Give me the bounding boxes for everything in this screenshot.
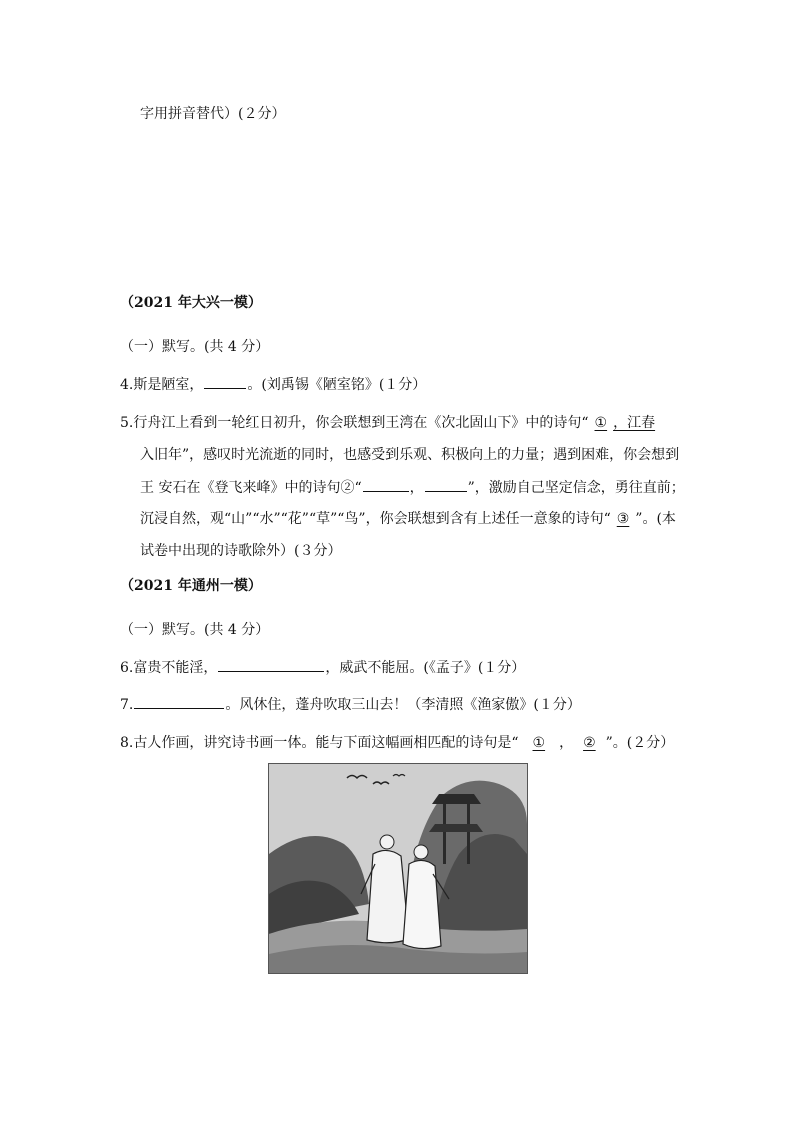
- question-text: ，: [409, 480, 424, 496]
- question-text: ”，激励自己坚定信念，勇往直前；: [467, 480, 685, 496]
- question-text: ，: [559, 735, 574, 751]
- question-text: ”。(本: [635, 511, 676, 527]
- text-line: 字用拼音替代）(２分）: [140, 106, 286, 122]
- question-6: [120, 657, 525, 678]
- question-text: 。(刘禹锡《陋室铭》(１分）: [247, 377, 427, 393]
- answer-blank-1[interactable]: ①: [594, 415, 608, 431]
- question-text: 6.富贵不能淫，: [120, 660, 218, 676]
- answer-blank[interactable]: [218, 657, 324, 672]
- question-5-line-1: [120, 413, 655, 433]
- question-text: 4.斯是陋室，: [120, 377, 204, 393]
- question-5-line-4: [140, 509, 676, 529]
- question-text: 沉浸自然，观“山”“水”“花”“草”“鸟”，你会联想到含有上述任一意象的诗句“: [140, 511, 611, 527]
- ink-painting-illustration: [268, 763, 528, 974]
- answer-blank[interactable]: [363, 477, 409, 492]
- answer-blank[interactable]: [425, 477, 467, 492]
- answer-blank-1[interactable]: ①: [532, 735, 546, 751]
- question-text: ，江春: [613, 415, 656, 431]
- question-text: ”。(２分）: [605, 735, 675, 751]
- question-5-line-3: [140, 477, 685, 498]
- question-text: 7.: [120, 697, 134, 713]
- question-text: 8.古人作画，讲究诗书画一体。能与下面这幅画相匹配的诗句是“: [120, 735, 519, 751]
- question-7: [120, 694, 581, 715]
- question-text: ，威武不能屈。(《孟子》(１分）: [325, 660, 526, 676]
- question-5-line-2: 入旧年”，感叹时光流逝的同时，也感受到乐观、积极向上的力量；遇到困难，你会想到: [140, 447, 680, 463]
- section-title-tongzhou: （2021 年通州一模）: [120, 578, 262, 594]
- question-4: [120, 374, 426, 395]
- question-5-line-5: 试卷中出现的诗歌除外）(３分）: [140, 543, 342, 559]
- question-8: [120, 733, 674, 753]
- question-text: 5.行舟江上看到一轮红日初升，你会联想到王湾在《次北固山下》中的诗句“: [120, 415, 589, 431]
- answer-blank-2[interactable]: ②: [583, 735, 596, 751]
- answer-blank-3[interactable]: ③: [616, 511, 630, 527]
- answer-blank[interactable]: [134, 694, 224, 709]
- answer-blank[interactable]: [204, 374, 246, 389]
- subsection-title: （一）默写。(共 4 分）: [120, 622, 270, 638]
- question-text: 。风休住，蓬舟吹取三山去！（李清照《渔家傲》(１分）: [225, 697, 581, 713]
- section-title-daxing: （2021 年大兴一模）: [120, 295, 262, 311]
- subsection-title: （一）默写。(共 4 分）: [120, 339, 270, 355]
- ink-painting-icon: [269, 764, 527, 973]
- question-text: 王 安石在《登飞来峰》中的诗句②“: [140, 480, 362, 496]
